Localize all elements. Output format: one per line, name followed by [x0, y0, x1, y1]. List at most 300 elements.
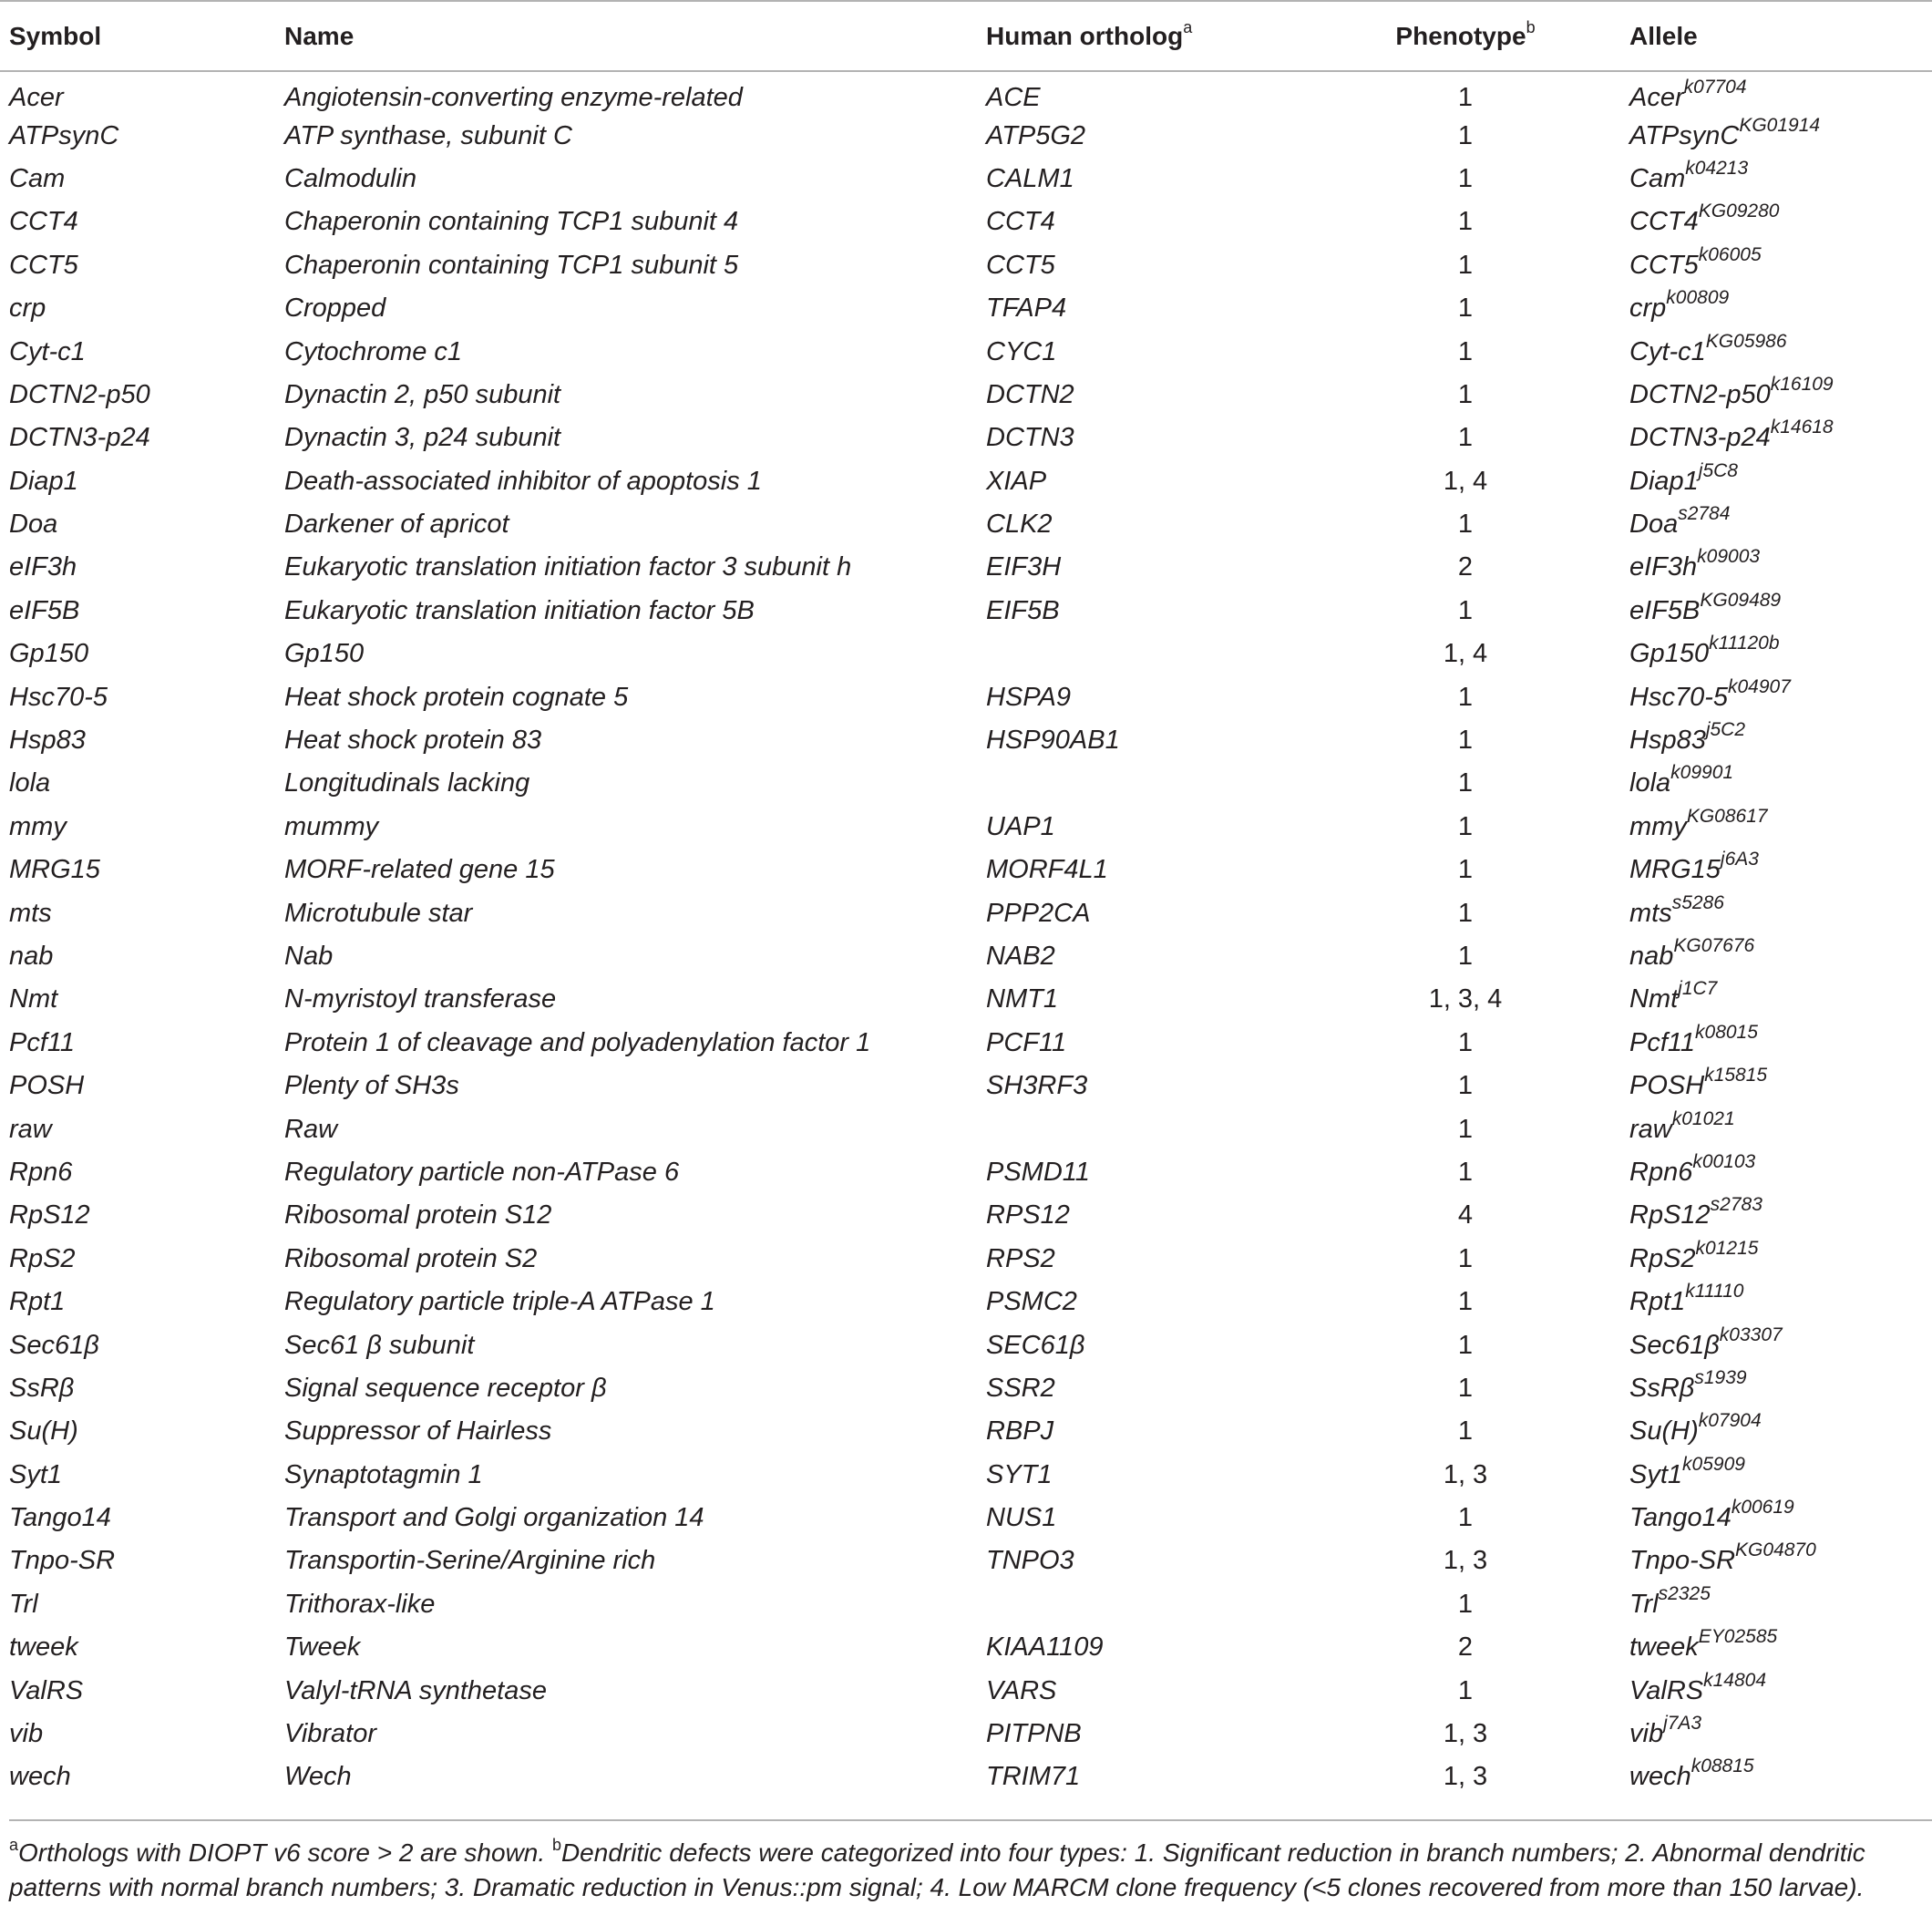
cell-ortholog: [977, 633, 1310, 675]
allele-gene: wech: [1629, 1762, 1691, 1792]
cell-phenotype: 1: [1457, 1071, 1474, 1101]
footnote-a-mark: a: [9, 1836, 19, 1854]
cell-symbol: CCT5: [9, 250, 78, 280]
table-header: [0, 1, 1932, 71]
cell-ortholog: HSPA9: [986, 682, 1071, 712]
allele-gene: Sec61β: [1629, 1330, 1720, 1360]
table-row: [0, 330, 1932, 373]
cell-phenotype: 1: [1457, 768, 1474, 798]
cell-name: Trithorax-like: [284, 1589, 436, 1619]
allele-superscript: k05909: [1682, 1453, 1745, 1475]
allele-superscript: k16109: [1770, 373, 1834, 395]
table-row: [0, 935, 1932, 978]
allele-superscript: s5286: [1671, 891, 1724, 913]
table-row: [0, 1151, 1932, 1194]
table-row: [0, 1323, 1932, 1366]
allele-superscript: k08815: [1690, 1756, 1754, 1777]
cell-phenotype: 1: [1457, 423, 1474, 453]
cell-allele: [1620, 1669, 1932, 1712]
cell-allele: [1620, 891, 1932, 934]
table-row: [0, 1367, 1932, 1410]
cell-name: Cropped: [284, 293, 386, 324]
table-row: [0, 1238, 1932, 1281]
allele-gene: eIF3h: [1629, 552, 1698, 582]
cell-phenotype: 1, 3: [1443, 1459, 1488, 1489]
allele-superscript: k15815: [1704, 1065, 1768, 1086]
cell-symbol: Hsc70-5: [9, 682, 108, 712]
cell-allele: [1620, 1281, 1932, 1323]
header-allele: Allele: [1620, 1, 1932, 71]
allele-gene: nab: [1629, 942, 1674, 971]
cell-name: Darkener of apricot: [284, 510, 509, 540]
footnote-a-text: Orthologs with DIOPT v6 score > 2 are shown.: [18, 1838, 546, 1867]
allele-superscript: EY02585: [1698, 1626, 1778, 1648]
cell-name: Eukaryotic translation initiation factor 3 subunit h: [284, 552, 852, 582]
allele-superscript: k03307: [1719, 1323, 1783, 1345]
cell-ortholog: EIF5B: [986, 595, 1060, 625]
table-row: [0, 71, 1932, 114]
cell-name: Death-associated inhibitor of apoptosis 1: [284, 466, 762, 496]
cell-allele: [1620, 158, 1932, 201]
allele-gene: MRG15: [1629, 855, 1721, 885]
cell-phenotype: 1: [1457, 163, 1474, 193]
allele-superscript: KG09489: [1700, 589, 1782, 611]
cell-phenotype: 1: [1457, 1373, 1474, 1403]
cell-phenotype: 1: [1457, 250, 1474, 280]
cell-allele: [1620, 935, 1932, 978]
cell-ortholog: ACE: [986, 82, 1041, 112]
cell-ortholog: PITPNB: [986, 1719, 1082, 1749]
cell-name: Vibrator: [284, 1719, 377, 1749]
cell-name: Ribosomal protein S12: [284, 1200, 552, 1231]
cell-symbol: Rpn6: [9, 1157, 73, 1187]
table-row: [0, 719, 1932, 762]
cell-symbol: DCTN2-p50: [9, 379, 150, 409]
header-symbol: Symbol: [0, 1, 275, 71]
cell-ortholog: SSR2: [986, 1373, 1055, 1403]
cell-phenotype: 1: [1457, 726, 1474, 756]
cell-allele: [1620, 849, 1932, 891]
allele-gene: SsRβ: [1629, 1373, 1695, 1403]
cell-ortholog: SH3RF3: [986, 1071, 1088, 1101]
allele-superscript: k04213: [1685, 157, 1749, 179]
allele-gene: Trl: [1629, 1589, 1659, 1619]
cell-ortholog: SEC61β: [986, 1330, 1085, 1360]
allele-gene: Doa: [1629, 510, 1679, 540]
cell-symbol: RpS2: [9, 1243, 76, 1273]
cell-name: ATP synthase, subunit C: [284, 120, 572, 150]
cell-ortholog: DCTN3: [986, 423, 1074, 453]
table-row: [0, 1497, 1932, 1539]
cell-symbol: Hsp83: [9, 726, 86, 756]
cell-symbol: eIF3h: [9, 552, 77, 582]
cell-name: Microtubule star: [284, 898, 473, 928]
table-row: [0, 1194, 1932, 1237]
allele-superscript: k06005: [1698, 243, 1762, 265]
cell-allele: [1620, 1583, 1932, 1626]
cell-name: Regulatory particle triple-A ATPase 1: [284, 1287, 715, 1317]
cell-allele: [1620, 762, 1932, 805]
table-row: [0, 287, 1932, 330]
cell-name: Eukaryotic translation initiation factor 5B: [284, 595, 755, 625]
cell-symbol: DCTN3-p24: [9, 423, 150, 453]
cell-symbol: Sec61β: [9, 1330, 99, 1360]
allele-gene: vib: [1629, 1719, 1664, 1749]
table-row: [0, 633, 1932, 675]
cell-name: Nab: [284, 942, 334, 971]
table-row: [0, 978, 1932, 1021]
allele-gene: RpS2: [1629, 1243, 1696, 1273]
allele-gene: CCT5: [1629, 250, 1699, 280]
cell-symbol: Rpt1: [9, 1287, 66, 1317]
cell-name: MORF-related gene 15: [284, 855, 555, 885]
cell-allele: [1620, 1194, 1932, 1237]
cell-ortholog: [977, 762, 1310, 805]
cell-symbol: Doa: [9, 510, 58, 540]
header-ortholog: Human ortholog$^a$: [977, 1, 1310, 71]
allele-superscript: k11120b: [1709, 633, 1780, 654]
cell-phenotype: 1: [1457, 898, 1474, 928]
cell-phenotype: 1, 4: [1443, 466, 1488, 496]
allele-superscript: KG08617: [1686, 805, 1768, 827]
allele-gene: raw: [1629, 1114, 1672, 1144]
table-row: [0, 675, 1932, 718]
cell-phenotype: 1: [1457, 942, 1474, 971]
cell-ortholog: CALM1: [986, 163, 1074, 193]
allele-gene: mts: [1629, 898, 1672, 928]
table-row: [0, 1669, 1932, 1712]
cell-symbol: Diap1: [9, 466, 78, 496]
cell-symbol: mts: [9, 898, 52, 928]
cell-name: Calmodulin: [284, 163, 417, 193]
allele-gene: Pcf11: [1629, 1027, 1696, 1057]
cell-ortholog: KIAA1109: [986, 1632, 1104, 1663]
allele-gene: Cyt-c1: [1629, 336, 1706, 366]
cell-name: Chaperonin containing TCP1 subunit 5: [284, 250, 739, 280]
table-row: [0, 891, 1932, 934]
cell-phenotype: 2: [1457, 1632, 1474, 1663]
cell-phenotype: 1: [1457, 1027, 1474, 1057]
cell-ortholog: [977, 1583, 1310, 1626]
allele-gene: Rpn6: [1629, 1157, 1693, 1187]
cell-allele: [1620, 1065, 1932, 1107]
cell-phenotype: 1: [1457, 82, 1474, 112]
cell-name: Regulatory particle non-ATPase 6: [284, 1157, 680, 1187]
cell-symbol: CCT4: [9, 207, 78, 237]
cell-name: Tweek: [284, 1632, 361, 1663]
cell-ortholog: SYT1: [986, 1459, 1053, 1489]
cell-ortholog: TNPO3: [986, 1546, 1074, 1576]
cell-allele: [1620, 1107, 1932, 1150]
cell-phenotype: 1: [1457, 1243, 1474, 1273]
allele-superscript: k09901: [1670, 762, 1734, 784]
cell-allele: [1620, 1539, 1932, 1582]
cell-phenotype: 1: [1457, 1416, 1474, 1447]
allele-superscript: k01021: [1671, 1107, 1735, 1129]
cell-allele: [1620, 719, 1932, 762]
cell-name: Signal sequence receptor β: [284, 1373, 607, 1403]
allele-superscript: KG04870: [1735, 1539, 1816, 1561]
cell-symbol: Nmt: [9, 984, 58, 1014]
cell-symbol: wech: [9, 1762, 71, 1792]
cell-allele: [1620, 1713, 1932, 1756]
allele-gene: Rpt1: [1629, 1287, 1686, 1317]
cell-phenotype: 1, 3: [1443, 1762, 1488, 1792]
cell-name: Longitudinals lacking: [284, 768, 530, 798]
table-row: [0, 1583, 1932, 1626]
table-row: [0, 1626, 1932, 1669]
cell-symbol: nab: [9, 942, 54, 971]
cell-allele: [1620, 417, 1932, 459]
cell-allele: [1620, 1454, 1932, 1497]
cell-ortholog: PSMC2: [986, 1287, 1077, 1317]
allele-superscript: k08015: [1695, 1021, 1758, 1043]
cell-phenotype: 1: [1457, 1675, 1474, 1705]
cell-ortholog: CYC1: [986, 336, 1057, 366]
cell-allele: [1620, 374, 1932, 417]
cell-symbol: crp: [9, 293, 46, 324]
cell-symbol: Gp150: [9, 639, 89, 669]
table-row: [0, 374, 1932, 417]
cell-name: Sec61 β subunit: [284, 1330, 475, 1360]
cell-phenotype: 1: [1457, 293, 1474, 324]
table-footnotes: [9, 1819, 1932, 1905]
table-row: [0, 806, 1932, 849]
cell-ortholog: NUS1: [986, 1503, 1057, 1533]
table-row: [0, 546, 1932, 589]
cell-allele: [1620, 114, 1932, 157]
allele-superscript: k00103: [1692, 1150, 1756, 1172]
cell-allele: [1620, 1497, 1932, 1539]
cell-symbol: Acer: [9, 82, 64, 112]
cell-phenotype: 1, 3: [1443, 1719, 1488, 1749]
cell-ortholog: UAP1: [986, 811, 1055, 841]
allele-gene: Gp150: [1629, 639, 1710, 669]
cell-symbol: raw: [9, 1114, 52, 1144]
cell-symbol: tweek: [9, 1632, 78, 1663]
allele-gene: Nmt: [1629, 984, 1679, 1014]
cell-phenotype: 1: [1457, 1287, 1474, 1317]
allele-superscript: j6A3: [1720, 849, 1759, 870]
table-row: [0, 503, 1932, 546]
cell-ortholog: CCT4: [986, 207, 1055, 237]
cell-allele: [1620, 1626, 1932, 1669]
cell-name: Dynactin 2, p50 subunit: [284, 379, 561, 409]
allele-gene: Su(H): [1629, 1416, 1699, 1447]
allele-superscript: k07704: [1683, 76, 1747, 98]
allele-superscript: j5C2: [1705, 719, 1746, 741]
table-body: [0, 71, 1932, 1799]
cell-ortholog: ATP5G2: [986, 120, 1086, 150]
table-row: [0, 244, 1932, 287]
cell-symbol: lola: [9, 768, 51, 798]
cell-ortholog: VARS: [986, 1675, 1057, 1705]
cell-name: Chaperonin containing TCP1 subunit 4: [284, 207, 739, 237]
cell-phenotype: 1: [1457, 1330, 1474, 1360]
footnote-b-mark: b: [551, 1836, 561, 1854]
cell-ortholog: PPP2CA: [986, 898, 1091, 928]
cell-allele: [1620, 806, 1932, 849]
allele-superscript: k04907: [1728, 675, 1791, 697]
allele-gene: Tnpo-SR: [1629, 1546, 1736, 1576]
cell-symbol: POSH: [9, 1071, 85, 1101]
cell-name: Heat shock protein 83: [284, 726, 542, 756]
allele-superscript: s2325: [1658, 1582, 1711, 1604]
allele-superscript: s1939: [1694, 1366, 1747, 1388]
allele-superscript: k14804: [1703, 1669, 1767, 1691]
table-row: [0, 762, 1932, 805]
cell-symbol: SsRβ: [9, 1373, 75, 1403]
cell-allele: [1620, 1410, 1932, 1453]
table-row: [0, 1454, 1932, 1497]
cell-allele: [1620, 201, 1932, 243]
allele-gene: Cam: [1629, 163, 1686, 193]
cell-symbol: MRG15: [9, 855, 100, 885]
header-phenotype-footnote-mark: b: [1526, 17, 1536, 36]
cell-allele: [1620, 287, 1932, 330]
allele-superscript: KG01914: [1739, 114, 1821, 136]
cell-phenotype: 1: [1457, 811, 1474, 841]
table-row: [0, 590, 1932, 633]
cell-allele: [1620, 503, 1932, 546]
allele-superscript: k07904: [1698, 1410, 1762, 1432]
allele-gene: Hsp83: [1629, 726, 1706, 756]
allele-superscript: k11110: [1685, 1281, 1744, 1303]
cell-symbol: ATPsynC: [9, 120, 119, 150]
allele-gene: ValRS: [1629, 1675, 1704, 1705]
cell-name: Dynactin 3, p24 subunit: [284, 423, 561, 453]
cell-phenotype: 1: [1457, 1157, 1474, 1187]
cell-ortholog: XIAP: [986, 466, 1047, 496]
allele-gene: RpS12: [1629, 1200, 1711, 1231]
cell-phenotype: 1: [1457, 682, 1474, 712]
cell-symbol: RpS12: [9, 1200, 90, 1231]
table-row: [0, 1065, 1932, 1107]
allele-gene: lola: [1629, 768, 1671, 798]
cell-name: N-myristoyl transferase: [284, 984, 557, 1014]
allele-gene: tweek: [1629, 1632, 1699, 1663]
cell-symbol: mmy: [9, 811, 67, 841]
cell-symbol: Cyt-c1: [9, 336, 86, 366]
cell-ortholog: NMT1: [986, 984, 1058, 1014]
table-row: [0, 1539, 1932, 1582]
allele-gene: Hsc70-5: [1629, 682, 1728, 712]
cell-allele: [1620, 590, 1932, 633]
cell-name: Protein 1 of cleavage and polyadenylation factor 1: [284, 1027, 871, 1057]
cell-ortholog: HSP90AB1: [986, 726, 1120, 756]
cell-allele: [1620, 1022, 1932, 1065]
cell-phenotype: 1: [1457, 207, 1474, 237]
cell-ortholog: RBPJ: [986, 1416, 1054, 1447]
cell-ortholog: NAB2: [986, 942, 1055, 971]
cell-phenotype: 1: [1457, 379, 1474, 409]
cell-name: Angiotensin-converting enzyme-related: [284, 82, 743, 112]
cell-phenotype: 1: [1457, 336, 1474, 366]
cell-name: Synaptotagmin 1: [284, 1459, 483, 1489]
cell-ortholog: PSMD11: [986, 1157, 1090, 1187]
cell-name: Suppressor of Hairless: [284, 1416, 552, 1447]
cell-phenotype: 1: [1457, 510, 1474, 540]
allele-superscript: KG05986: [1705, 330, 1787, 352]
cell-allele: [1620, 460, 1932, 503]
allele-superscript: k09003: [1697, 546, 1761, 568]
cell-symbol: Cam: [9, 163, 66, 193]
cell-symbol: Pcf11: [9, 1027, 76, 1057]
header-name: Name: [275, 1, 977, 71]
allele-gene: Syt1: [1629, 1459, 1683, 1489]
allele-superscript: KG07676: [1673, 935, 1755, 956]
cell-ortholog: CLK2: [986, 510, 1053, 540]
table-row: [0, 1281, 1932, 1323]
cell-ortholog: [977, 1107, 1310, 1150]
cell-name: Heat shock protein cognate 5: [284, 682, 629, 712]
cell-ortholog: RPS2: [986, 1243, 1055, 1273]
cell-name: Valyl-tRNA synthetase: [284, 1675, 547, 1705]
allele-gene: POSH: [1629, 1071, 1705, 1101]
cell-name: Plenty of SH3s: [284, 1071, 459, 1101]
cell-ortholog: TFAP4: [986, 293, 1067, 324]
cell-phenotype: 1: [1457, 1589, 1474, 1619]
cell-phenotype: 2: [1457, 552, 1474, 582]
cell-allele: [1620, 546, 1932, 589]
cell-phenotype: 1: [1457, 120, 1474, 150]
cell-phenotype: 1: [1457, 595, 1474, 625]
allele-gene: CCT4: [1629, 207, 1699, 237]
header-ortholog-footnote-mark: a: [1183, 17, 1193, 36]
cell-name: Cytochrome c1: [284, 336, 463, 366]
cell-allele: [1620, 1756, 1932, 1798]
table-row: [0, 201, 1932, 243]
cell-allele: [1620, 244, 1932, 287]
cell-symbol: Tango14: [9, 1503, 111, 1533]
allele-gene: Acer: [1629, 82, 1684, 112]
table-row: [0, 1756, 1932, 1798]
cell-name: Transport and Golgi organization 14: [284, 1503, 704, 1533]
cell-phenotype: 1: [1457, 855, 1474, 885]
cell-phenotype: 1, 3: [1443, 1546, 1488, 1576]
cell-symbol: vib: [9, 1719, 44, 1749]
table-row: [0, 1022, 1932, 1065]
cell-phenotype: 1, 3, 4: [1428, 984, 1503, 1014]
allele-superscript: KG09280: [1698, 201, 1780, 222]
cell-phenotype: 4: [1457, 1200, 1474, 1231]
cell-allele: [1620, 1367, 1932, 1410]
allele-superscript: k00619: [1731, 1497, 1794, 1519]
table-row: [0, 1713, 1932, 1756]
cell-ortholog: CCT5: [986, 250, 1055, 280]
allele-superscript: j1C7: [1678, 978, 1718, 1000]
cell-allele: [1620, 71, 1932, 114]
cell-name: Transportin-Serine/Arginine rich: [284, 1546, 656, 1576]
table-row: [0, 114, 1932, 157]
cell-allele: [1620, 1151, 1932, 1194]
cell-ortholog: PCF11: [986, 1027, 1067, 1057]
header-row: [0, 1, 1932, 71]
cell-allele: [1620, 978, 1932, 1021]
cell-allele: [1620, 1238, 1932, 1281]
cell-symbol: Syt1: [9, 1459, 63, 1489]
cell-ortholog: MORF4L1: [986, 855, 1108, 885]
cell-ortholog: DCTN2: [986, 379, 1074, 409]
cell-symbol: Tnpo-SR: [9, 1546, 116, 1576]
cell-phenotype: 1: [1457, 1503, 1474, 1533]
table-row: [0, 849, 1932, 891]
allele-superscript: s2783: [1710, 1194, 1762, 1216]
cell-allele: [1620, 1323, 1932, 1366]
cell-name: Wech: [284, 1762, 352, 1792]
footnote-b-text: Dendritic defects were categorized into four types: 1. Significant reduction in branch numbers; 2. Abnormal dendritic patterns with normal branch numbers; 3. Dramatic reduction in Venus::pm signal; 4. Low MARCM clone frequency (<5 clones recovered from more than 150 larvae).: [9, 1838, 1865, 1901]
allele-superscript: s2784: [1678, 503, 1731, 525]
